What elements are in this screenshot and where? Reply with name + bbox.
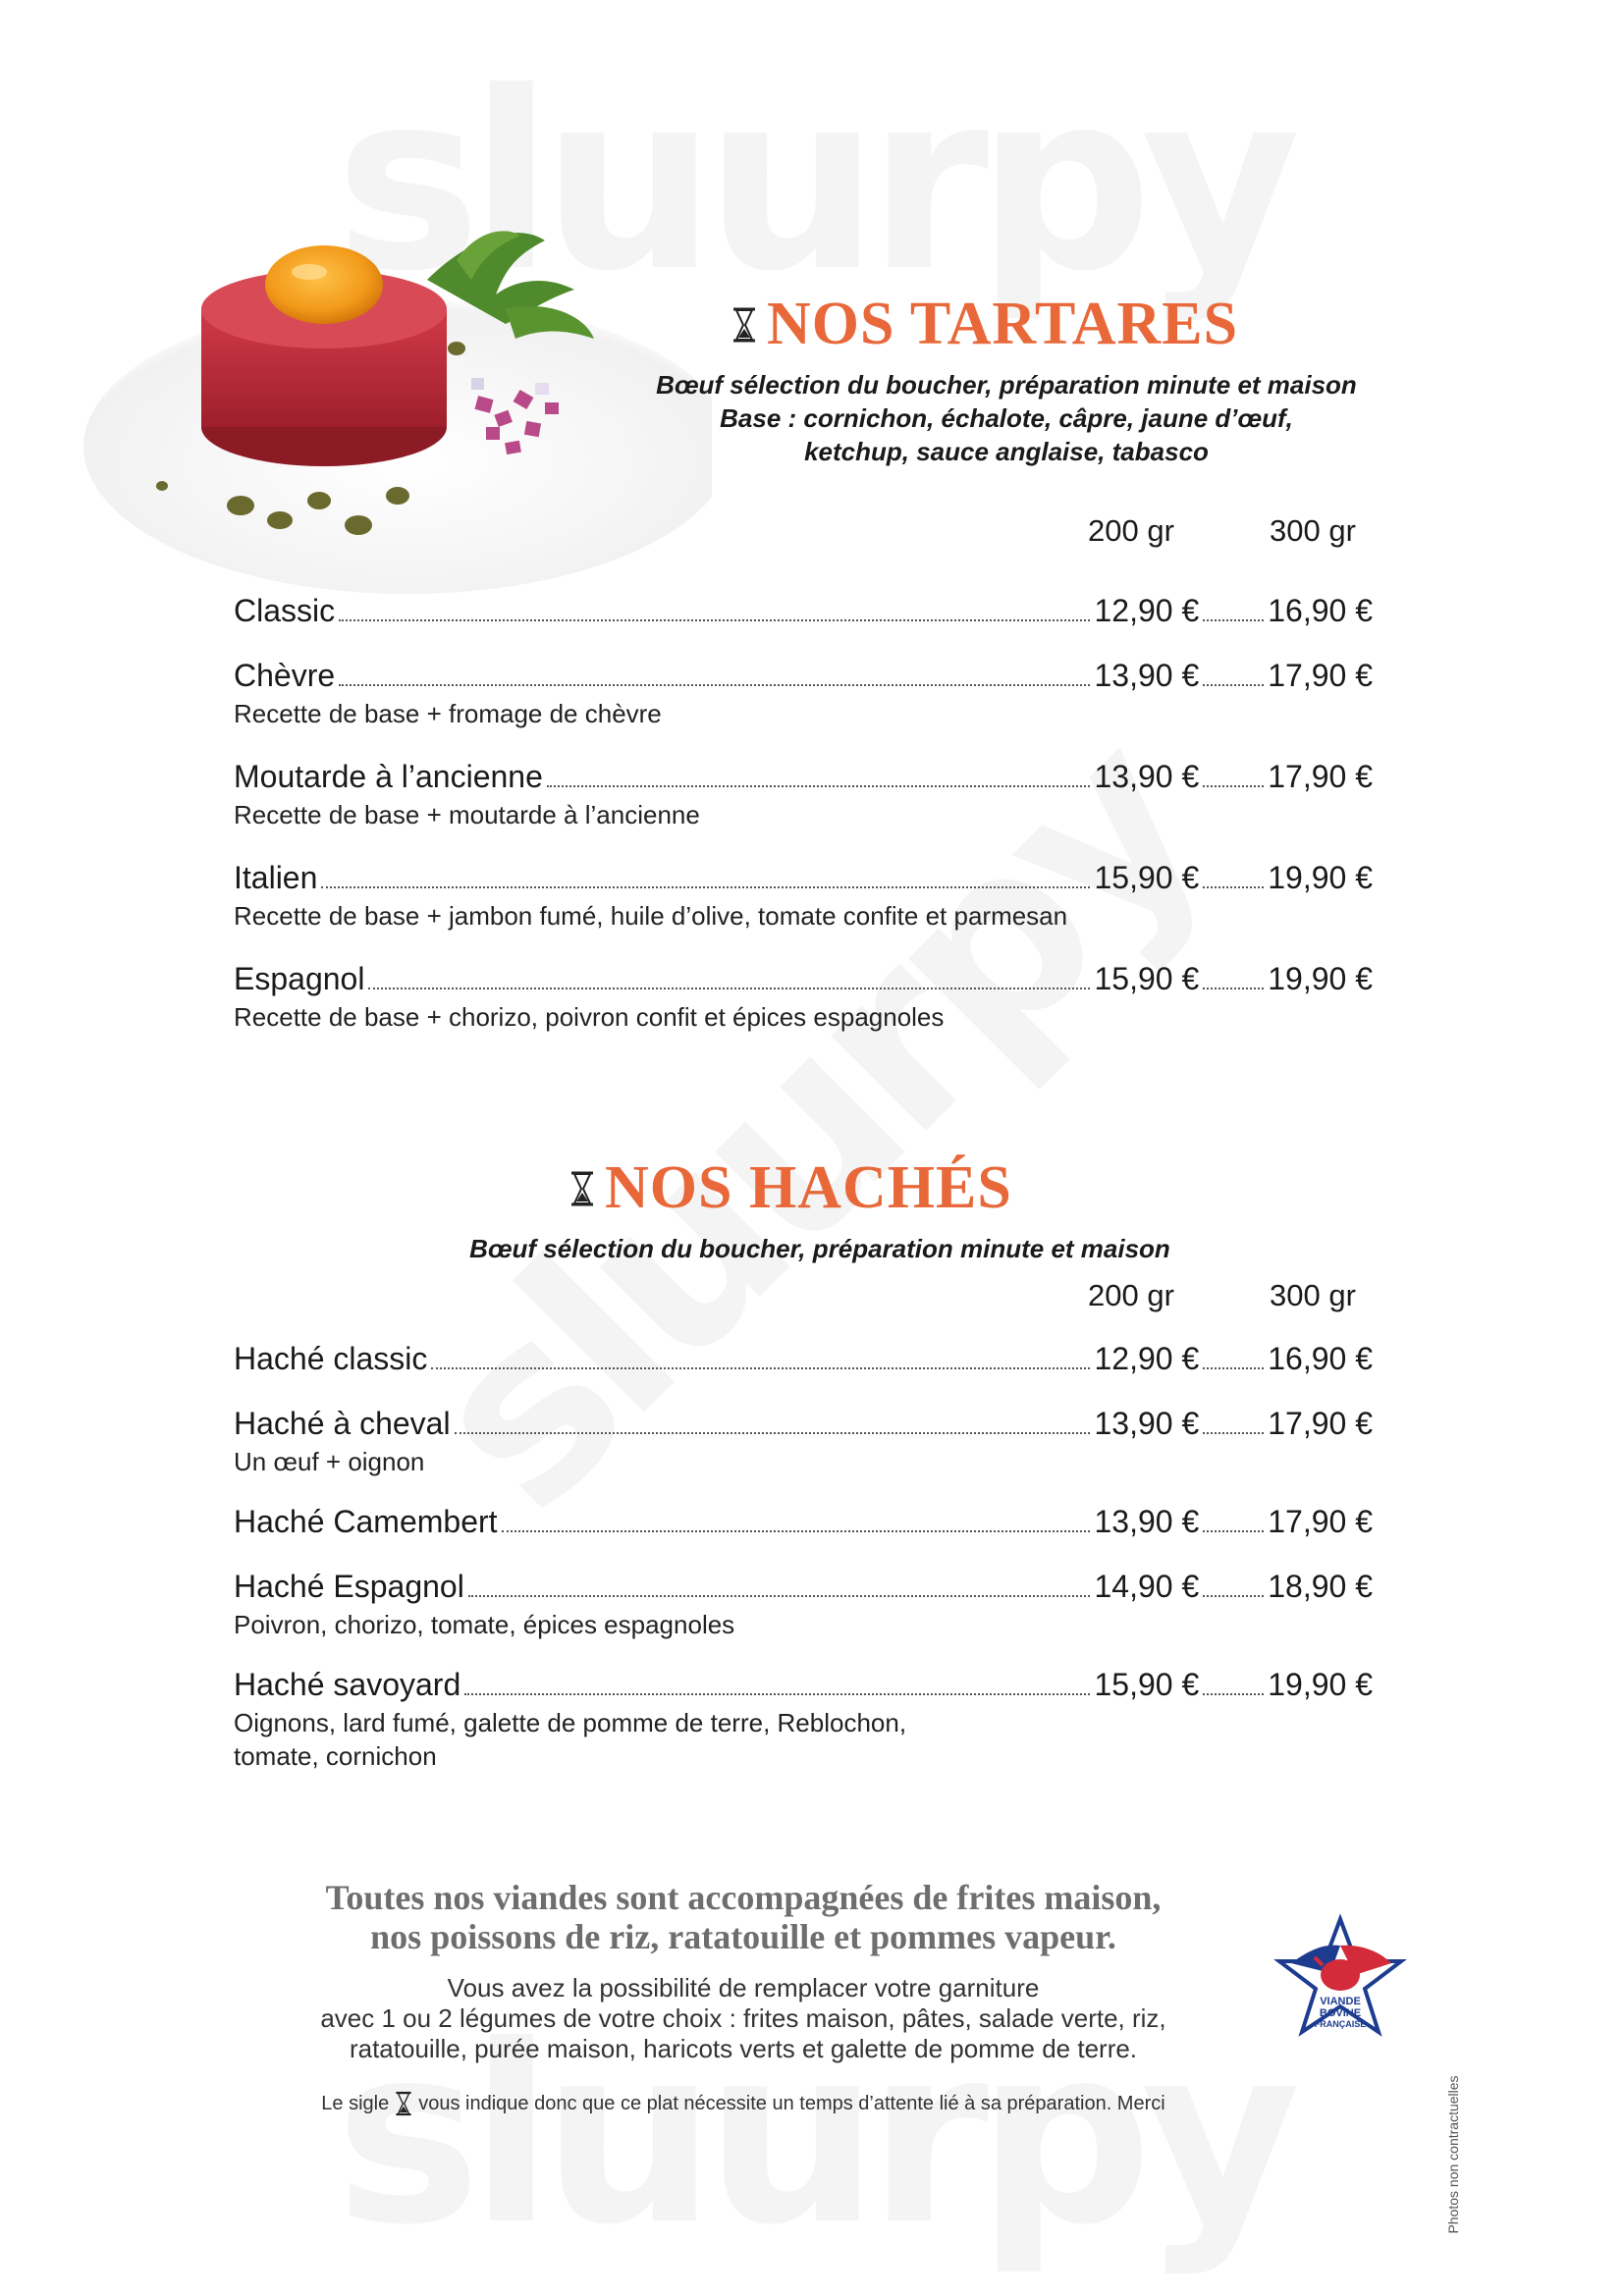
item-description: Recette de base + chorizo, poivron confit et épices espagnoles bbox=[234, 1002, 945, 1032]
item-price-300: 17,90 € bbox=[1268, 1504, 1373, 1539]
logo-line-3: FRANÇAISE bbox=[1314, 2019, 1367, 2029]
item-name: Haché Camembert bbox=[234, 1504, 498, 1539]
tartares-subtitle-line: Bœuf sélection du boucher, préparation minute et maison bbox=[656, 370, 1357, 400]
footer-garnish-line-2: nos poissons de riz, ratatouille et pommes vapeur. bbox=[370, 1917, 1116, 1956]
photos-disclaimer-text: Photos non contractuelles bbox=[1445, 2075, 1461, 2234]
item-price-300: 17,90 € bbox=[1268, 658, 1373, 693]
item-price-300: 17,90 € bbox=[1268, 1406, 1373, 1441]
item-name: Chèvre bbox=[234, 658, 336, 693]
list-item bbox=[234, 1406, 1373, 1478]
list-item bbox=[234, 759, 1373, 831]
haches-subtitle: Bœuf sélection du boucher, préparation minute et maison bbox=[469, 1234, 1170, 1263]
haches-title-text: NOS HACHÉS bbox=[605, 1154, 1012, 1221]
haches-col-200: 200 gr bbox=[1088, 1278, 1174, 1312]
list-item bbox=[234, 860, 1373, 933]
item-price-200: 15,90 € bbox=[1094, 1667, 1200, 1702]
logo-line-2: BOVINE bbox=[1319, 2007, 1362, 2019]
footer-hourglass-note bbox=[0, 2091, 1555, 2116]
list-item bbox=[234, 658, 1373, 730]
list-item bbox=[234, 593, 1373, 632]
item-price-200: 15,90 € bbox=[1094, 860, 1200, 895]
footer-options-line-1: Vous avez la possibilité de remplacer votre garniture bbox=[447, 1973, 1040, 2002]
item-price-300: 18,90 € bbox=[1268, 1569, 1373, 1604]
item-description: Un œuf + oignon bbox=[234, 1447, 425, 1476]
tartares-title-text: NOS TARTARES bbox=[767, 291, 1239, 357]
photos-disclaimer bbox=[1443, 2056, 1463, 2253]
tartares-subtitle-line: Base : cornichon, échalote, câpre, jaune d’œuf, bbox=[720, 403, 1293, 433]
tartare-photo bbox=[83, 201, 712, 604]
item-description: Recette de base + jambon fumé, huile d’olive, tomate confite et parmesan bbox=[234, 901, 1068, 931]
item-price-300: 17,90 € bbox=[1268, 759, 1373, 794]
item-price-200: 14,90 € bbox=[1094, 1569, 1200, 1604]
logo-line-1: VIANDE bbox=[1320, 1996, 1361, 2007]
list-item bbox=[234, 1504, 1373, 1543]
viande-bovine-francaise-logo bbox=[1272, 1914, 1409, 2052]
item-description: Oignons, lard fumé, galette de pomme de terre, Reblochon, tomate, cornichon bbox=[234, 1708, 907, 1771]
item-price-300: 19,90 € bbox=[1268, 961, 1373, 996]
hourglass-icon bbox=[569, 1171, 595, 1206]
item-name: Italien bbox=[234, 860, 318, 895]
tartares-title bbox=[731, 290, 1238, 359]
item-name: Moutarde à l’ancienne bbox=[234, 759, 543, 794]
item-name: Espagnol bbox=[234, 961, 365, 996]
list-item bbox=[234, 961, 1373, 1034]
item-description: Recette de base + fromage de chèvre bbox=[234, 699, 662, 728]
hourglass-icon bbox=[731, 307, 757, 343]
tartares-subtitle bbox=[619, 368, 1394, 468]
hourglass-icon bbox=[395, 2091, 412, 2116]
item-price-300: 19,90 € bbox=[1268, 1667, 1373, 1702]
list-item bbox=[234, 1569, 1373, 1641]
list-item bbox=[234, 1341, 1373, 1380]
item-price-300: 16,90 € bbox=[1268, 593, 1373, 628]
tartares-subtitle-line: ketchup, sauce anglaise, tabasco bbox=[804, 437, 1209, 466]
footer-note-after: vous indique donc que ce plat nécessite un temps d’attente lié à sa préparation. Merci bbox=[418, 2092, 1165, 2114]
footer-options-line-2: avec 1 ou 2 légumes de votre choix : frites maison, pâtes, salade verte, riz, bbox=[320, 2003, 1166, 2033]
tartares-col-300: 300 gr bbox=[1270, 513, 1356, 548]
item-price-200: 13,90 € bbox=[1094, 1504, 1200, 1539]
item-price-200: 13,90 € bbox=[1094, 1406, 1200, 1441]
haches-col-300: 300 gr bbox=[1270, 1278, 1356, 1312]
item-name: Haché classic bbox=[234, 1341, 428, 1376]
item-price-200: 13,90 € bbox=[1094, 759, 1200, 794]
item-price-200: 12,90 € bbox=[1094, 1341, 1200, 1376]
item-name: Haché savoyard bbox=[234, 1667, 461, 1702]
item-description: Recette de base + moutarde à l’ancienne bbox=[234, 800, 700, 829]
item-price-300: 16,90 € bbox=[1268, 1341, 1373, 1376]
footer-note-before: Le sigle bbox=[321, 2092, 390, 2114]
footer-garnish-line-1: Toutes nos viandes sont accompagnées de frites maison, bbox=[325, 1878, 1162, 1917]
haches-title bbox=[569, 1153, 1012, 1223]
item-price-200: 12,90 € bbox=[1094, 593, 1200, 628]
item-price-200: 15,90 € bbox=[1094, 961, 1200, 996]
tartares-col-200: 200 gr bbox=[1088, 513, 1174, 548]
item-price-200: 13,90 € bbox=[1094, 658, 1200, 693]
item-price-300: 19,90 € bbox=[1268, 860, 1373, 895]
item-name: Haché à cheval bbox=[234, 1406, 451, 1441]
item-name: Classic bbox=[234, 593, 336, 628]
item-name: Haché Espagnol bbox=[234, 1569, 464, 1604]
item-description: Poivron, chorizo, tomate, épices espagnoles bbox=[234, 1610, 735, 1639]
list-item bbox=[234, 1667, 1373, 1773]
footer-options-line-3: ratatouille, purée maison, haricots verts et galette de pomme de terre. bbox=[349, 2034, 1138, 2063]
